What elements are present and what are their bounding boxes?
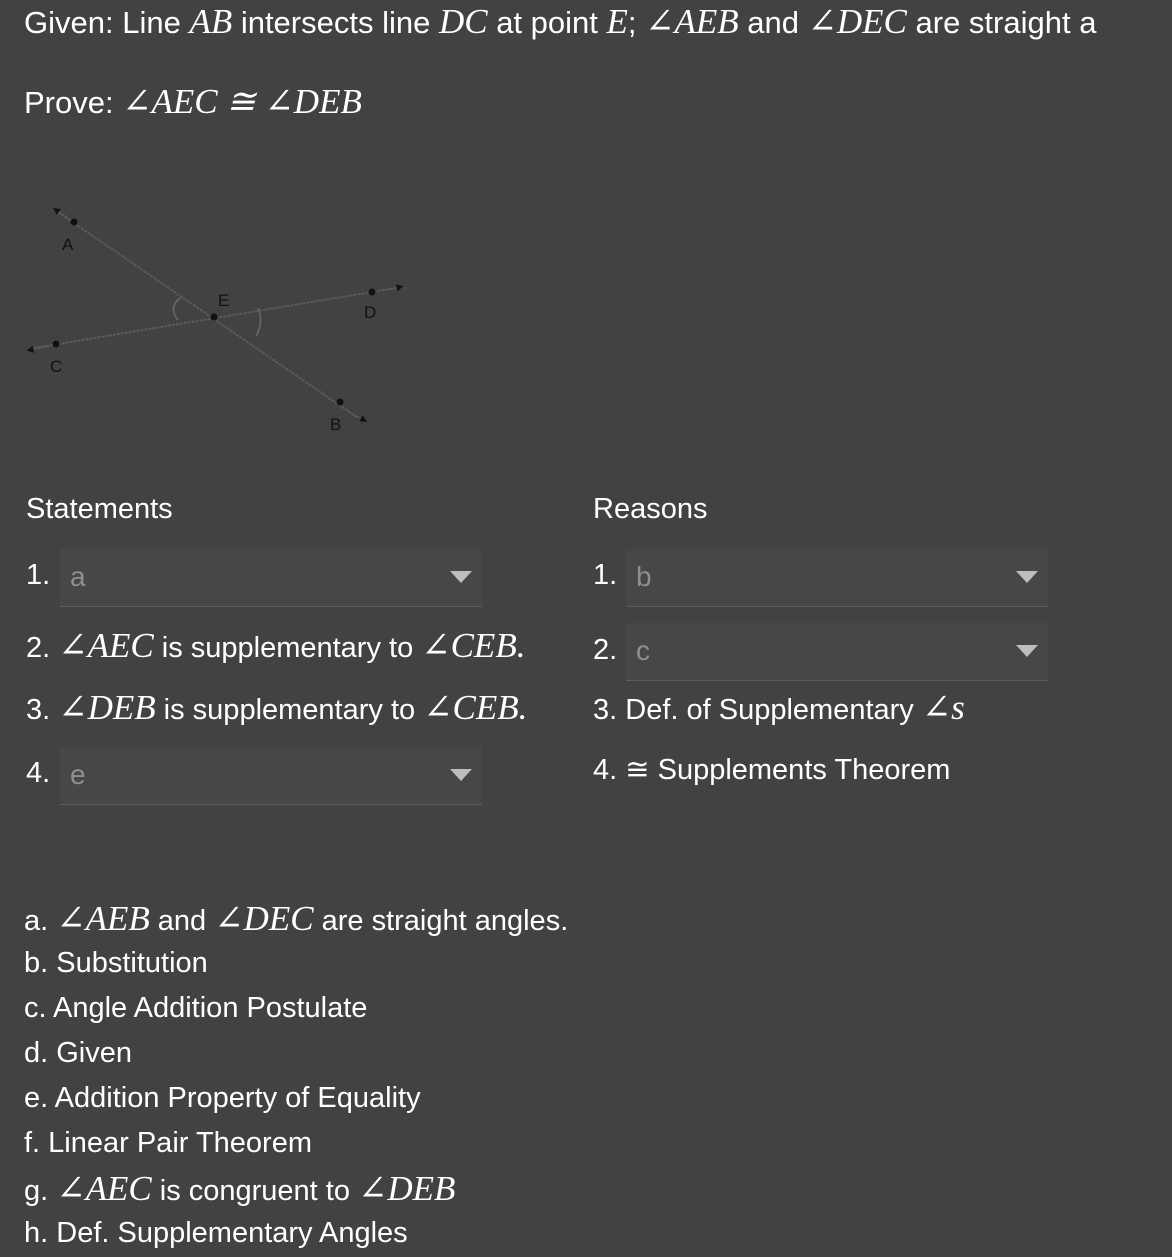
reason-3: 3. Def. of Supplementary ∠s [593,688,965,727]
prove-text: Prove: ∠AEC ≅ ∠DEB [24,82,362,121]
point-d-dot [369,289,376,296]
point-e: E [606,2,628,41]
chevron-down-icon [450,571,472,583]
angle-aeb: ∠AEB [645,2,739,41]
angle-dec: ∠DEC [807,2,907,41]
chevron-down-icon [450,769,472,781]
option-e: e. Addition Property of Equality [24,1082,421,1114]
statement-4-value: e [70,759,86,790]
line-dc: DC [438,2,488,41]
reasons-header: Reasons [593,493,708,525]
angle-arc-aec [173,298,180,320]
reason-1-number: 1. [593,559,618,591]
statement-4-dropdown[interactable] [60,747,482,805]
reason-2-value: c [636,635,650,666]
option-d: d. Given [24,1037,133,1069]
label-d: D [364,303,377,322]
reason-2-dropdown[interactable] [626,623,1048,681]
reason-2-number: 2. [593,634,618,666]
chevron-down-icon [1016,571,1038,583]
statements-header: Statements [26,493,173,525]
answer-options-list [24,896,568,1256]
option-f: f. Linear Pair Theorem [24,1127,312,1159]
statement-1-dropdown[interactable] [60,549,482,607]
reason-4: 4. ≅ Supplements Theorem [593,754,951,786]
option-c: c. Angle Addition Postulate [24,992,368,1024]
reason-1-value: b [636,561,652,592]
statement-4-number: 4. [26,757,51,789]
point-a-dot [71,219,78,226]
statement-1-value: a [70,561,86,592]
intersecting-lines-diagram [20,190,420,450]
label-b: B [330,415,342,434]
label-a: A [62,235,74,254]
statement-1-number: 1. [26,559,51,591]
statement-2: 2. ∠AEC is supplementary to ∠CEB. [26,626,526,665]
label-e: E [218,291,230,310]
line-ab: AB [189,2,233,41]
statement-3: 3. ∠DEB is supplementary to ∠CEB. [26,688,528,727]
label-c: C [50,357,63,376]
given-text: Given: Line AB intersects line DC at point E; ∠AEB and ∠DEC are straight a [24,2,1097,41]
point-b-dot [337,399,344,406]
chevron-down-icon [1016,645,1038,657]
line-ab-segment [58,212,358,418]
option-h: h. Def. Supplementary Angles [24,1217,408,1249]
point-c-dot [53,341,60,348]
option-a: a. ∠AEB and ∠DEC are straight angles. [24,899,569,938]
angle-arc-deb [256,308,261,336]
reason-1-dropdown[interactable] [626,549,1048,607]
option-g: g. ∠AEC is congruent to ∠DEB [24,1169,456,1208]
point-e-dot [211,314,218,321]
prove-expression: ∠AEC ≅ ∠DEB [122,82,362,121]
option-b: b. Substitution [24,947,208,979]
